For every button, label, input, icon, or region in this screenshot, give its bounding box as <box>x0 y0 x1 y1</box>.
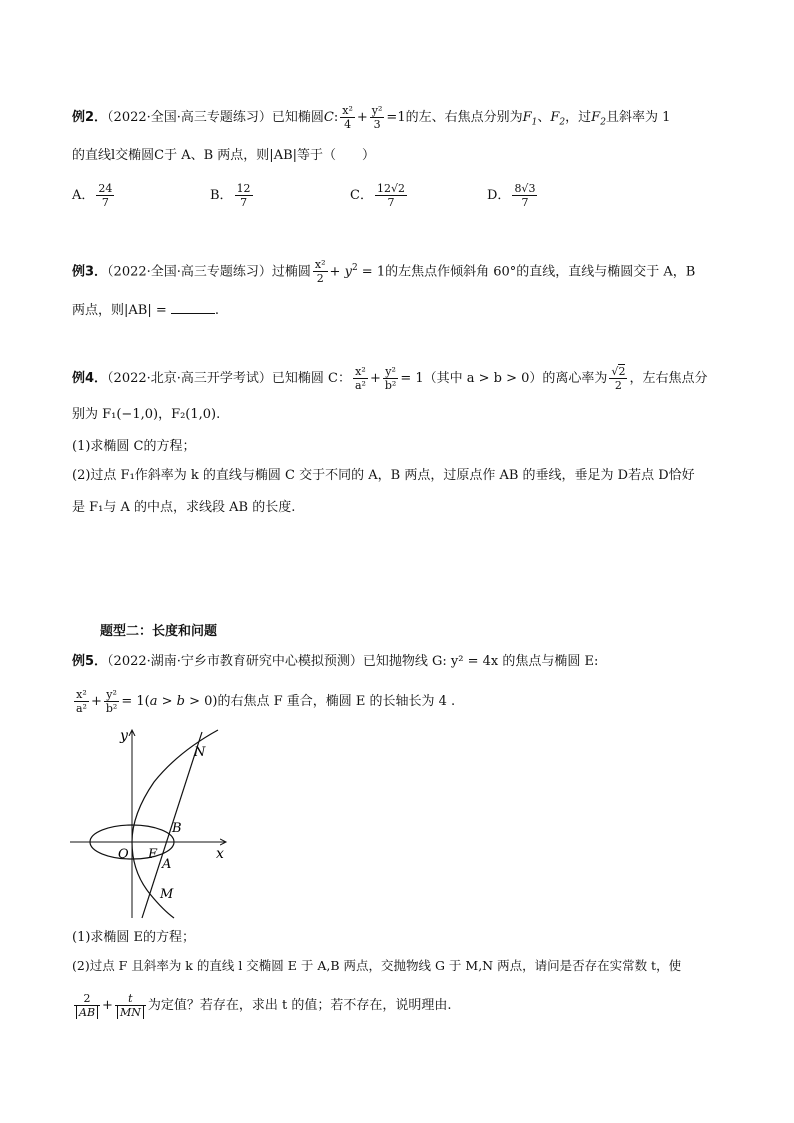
ex3-frac-x: $\frac{\text{x²}}{2}$ <box>314 258 326 286</box>
ex2-text-a: 已知椭圆 <box>271 110 324 125</box>
ex2-line1: 例2．（2022·全国·高三专题练习）已知椭圆C: $\frac{\text{x²}}{4}$ + $\frac{\text{y²}}{3}$ =1的左、右焦点分别为$F_1$、$F_2$，过$F_2$且斜率为 1 <box>72 104 671 131</box>
ex5-line1 <box>72 652 598 672</box>
ex3-text-a: 过椭圆 <box>271 264 311 280</box>
ex5-frac-mn: $\frac{t}{MN}$ <box>115 992 146 1019</box>
ex2-line2: 的直线l交椭圆C于 A、B 两点，则|AB|等于（ ） <box>72 148 376 163</box>
ex4-source: （2022·北京·高三开学考试） <box>107 371 272 386</box>
ex2-text-b: 的左、右焦点分别为 <box>405 110 523 125</box>
choice-frac: $\frac{8√3}{7}$ <box>514 182 536 209</box>
ex2-f2: $F_2$ <box>550 110 566 128</box>
ex3-text-b: 的左焦点作倾斜角 60°的直线，直线与椭圆交于 A，B <box>385 264 696 280</box>
ex4-q2b: 是 F₁与 A 的中点，求线段 AB 的长度. <box>72 500 296 515</box>
label-B: B <box>172 821 182 836</box>
ex5-q2b-row: $\frac{2}{AB}$ + $\frac{t}{MN}$ 为定值？若存在，求出 t 的值；若不存在，说明理由. <box>72 992 451 1019</box>
label-A: A <box>162 857 172 872</box>
ex5-q2a: (2)过点 F 且斜率为 k 的直线 l 交椭圆 E 于 A,B 两点，交抛物线 G 于 M,N 两点，请问是否存在实常数 t，使 <box>72 958 682 973</box>
ex4-text-c: ，左右焦点分 <box>629 371 708 386</box>
ex2-frac-y: $\frac{\text{y²}}{3}$ <box>371 104 383 131</box>
ex4-frac-e: $\frac{√2}{2}$ <box>611 365 626 392</box>
label-N: N <box>194 745 206 760</box>
ex2-choice-b <box>210 182 255 209</box>
ex2-f1: $F_1$ <box>522 110 538 128</box>
ex2-choice-c <box>350 182 409 209</box>
label-M: M <box>160 887 174 902</box>
choice-letter: C． <box>350 188 373 203</box>
ex4-q2a: (2)过点 F₁作斜率为 k 的直线与椭圆 C 交于不同的 A，B 两点，过原点作 AB 的垂线，垂足为 D若点 D恰好 <box>72 468 695 483</box>
ex4-frac-x: $\frac{\text{x²}}{\text{a²}}$ <box>355 365 366 392</box>
ex2-frac-x: $\frac{\text{x²}}{4}$ <box>342 104 353 131</box>
ex5-frac-y: $\frac{\text{y²}}{\text{b²}}$ <box>105 688 118 715</box>
ex3-label: 例3． <box>72 264 108 280</box>
choice-frac: $\frac{12}{7}$ <box>236 182 251 209</box>
ex3-text-line2: 两点，则|AB| = <box>72 303 167 318</box>
choice-letter: D． <box>487 188 511 203</box>
ex5-text-a: 已知抛物线 G: y² = 4x 的焦点与椭圆 E: <box>362 654 599 669</box>
ex4-line1: 例4．（2022·北京·高三开学考试）已知椭圆 C： $\frac{\text{x²}}{\text{a²}}$ + $\frac{\text{y²}}{\text{b²}}$ = 1（其中 a > b > 0）的离心率为 $\frac{√2}{2}$ ，左右焦点分 <box>72 365 708 392</box>
ex2-label: 例2． <box>72 110 108 125</box>
ex2-text-c: ，过 <box>565 110 592 125</box>
ex2-choice-d <box>487 182 539 209</box>
ex5-text-q2b: 为定值？若存在，求出 t 的值；若不存在，说明理由. <box>147 998 452 1013</box>
choice-letter: A． <box>72 188 95 203</box>
ex2-source: （2022·全国·高三专题练习） <box>107 110 272 125</box>
choice-frac: $\frac{12√2}{7}$ <box>376 182 405 209</box>
ex4-line2: 别为 F₁(−1,0)，F₂(1,0). <box>72 407 221 422</box>
ex3-source: （2022·全国·高三专题练习） <box>107 264 272 280</box>
type2-title: 题型二：长度和问题 <box>100 624 218 639</box>
ex5-line2: $\frac{\text{x²}}{\text{a²}}$ + $\frac{\text{y²}}{\text{b²}}$ = 1(a > b > 0)的右焦点 F 重合，椭圆 E 的长轴长为 4 . <box>76 688 456 715</box>
choice-letter: B． <box>210 188 233 203</box>
ex3-line1: 例3．（2022·全国·高三专题练习）过椭圆 $\frac{\text{x²}}{2}$ + $y^2 = 1$的左焦点作倾斜角 60°的直线，直线与椭圆交于 A，B <box>72 258 696 286</box>
ex2-f2b: $F_2$ <box>591 110 606 128</box>
ex4-frac-y: $\frac{\text{y²}}{\text{b²}}$ <box>384 365 397 392</box>
ex2-math-c: C <box>323 110 334 125</box>
ex3-answer-blank <box>171 301 215 314</box>
ex5-frac-ab: $\frac{2}{AB}$ <box>74 992 100 1019</box>
label-O: O <box>118 847 129 862</box>
ex2-choice-a <box>72 182 116 209</box>
label-F: F <box>148 847 158 862</box>
ex3-line2: 两点，则|AB| = . <box>72 303 220 318</box>
ex5-frac-x: $\frac{\text{x²}}{\text{a²}}$ <box>76 688 87 715</box>
ex5-text-line2: 的右焦点 F 重合，椭圆 E 的长轴长为 4 . <box>217 694 456 709</box>
ex4-q1: (1)求椭圆 C的方程； <box>72 439 196 454</box>
ex4-text-a: 已知椭圆 C： <box>271 371 351 386</box>
ex5-label: 例5． <box>72 654 108 669</box>
ex5-q1: (1)求椭圆 E的方程； <box>72 930 196 945</box>
label-y: y <box>120 728 128 744</box>
ex4-text-b: （其中 a > b > 0）的离心率为 <box>423 371 608 386</box>
ex5-figure <box>68 722 238 922</box>
ex2-text-d: 且斜率为 1 <box>605 110 671 125</box>
ex5-source: （2022·湖南·宁乡市教育研究中心模拟预测） <box>107 654 363 669</box>
ex4-label: 例4． <box>72 371 108 386</box>
choice-frac: $\frac{24}{7}$ <box>98 182 113 209</box>
label-x: x <box>216 846 224 862</box>
